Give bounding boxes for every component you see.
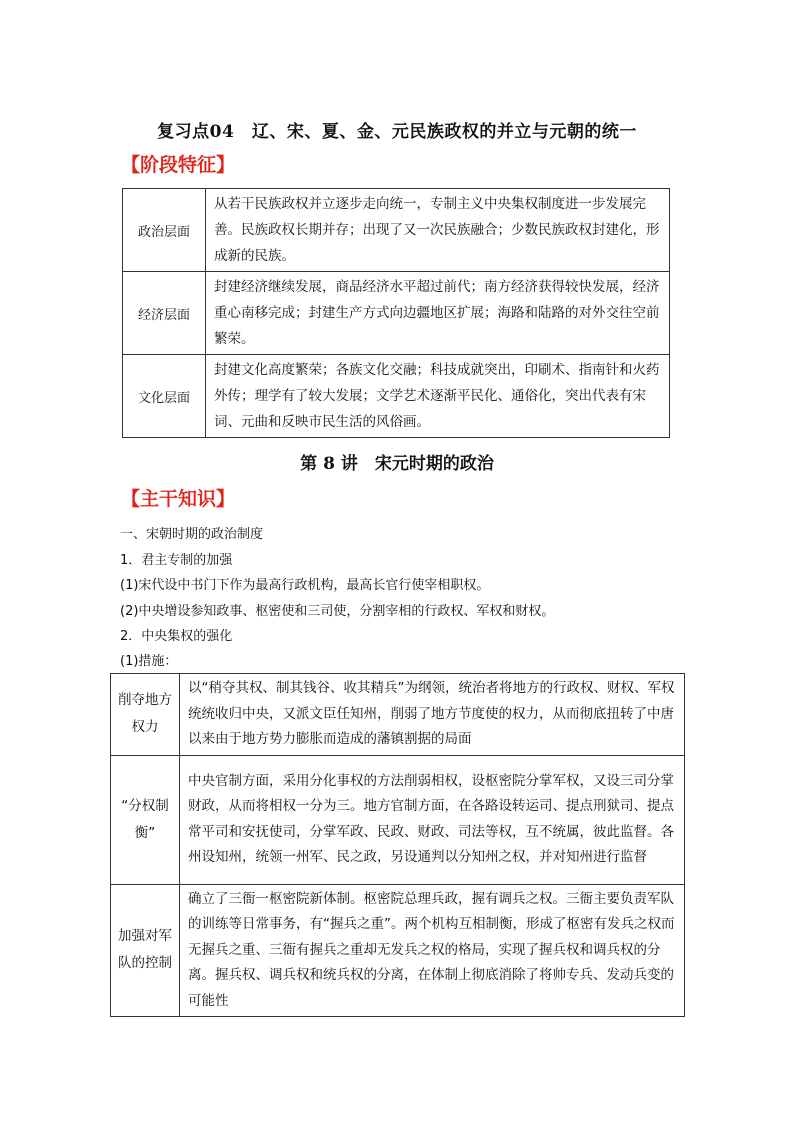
row-label-economy: 经济层面 (123, 272, 206, 355)
table-row (111, 674, 685, 756)
measures-table (110, 673, 685, 1017)
row-content-culture: 封建文化高度繁荣；各族文化交融；科技成就突出，印刷术、指南针和火药外传；理学有了较大发展；文学艺术逐渐平民化、通俗化，突出代表有宋词、元曲和反映市民生活的风俗画。 (206, 355, 670, 438)
paragraph: (1)措施： (120, 654, 178, 669)
row-content-politics: 从若干民族政权并立逐步走向统一，专制主义中央集权制度进一步发展完善。民族政权长期并存；出现了又一次民族融合；少数民族政权封建化，形成新的民族。 (206, 189, 670, 272)
table-row (111, 755, 685, 884)
row-label-local-power: 削夺地方权力 (111, 674, 180, 756)
row-content-local-power: 以“稍夺其权、制其钱谷、收其精兵”为纲领，统治者将地方的行政权、财权、军权统统收归中央，又派文臣任知州，削弱了地方节度使的权力，从而彻底扭转了中唐以来由于地方势力膨胀而造成的藩镇割据的局面 (180, 674, 685, 756)
row-label-politics: 政治层面 (123, 189, 206, 272)
paragraph: (1)宋代设中书门下作为最高行政机构，最高长官行使宰相职权。 (120, 578, 490, 593)
table-row (123, 189, 670, 272)
row-content-checks-balances: 中央官制方面，采用分化事权的方法削弱相权，设枢密院分掌军权，又设三司分掌财政，从而将相权一分为三。地方官制方面，在各路设转运司、提点刑狱司、提点常平司和安抚使司，分掌军政、民政、财政、司法等权，互不统属，彼此监督。各州设知州，统领一州军、民之政，另设通判以分知州之权，并对知州进行监督 (180, 755, 685, 884)
row-content-military-control: 确立了三衙一枢密院新体制。枢密院总理兵政，握有调兵之权。三衙主要负责军队的训练等日常事务，有“握兵之重”。两个机构互相制衡，形成了枢密有发兵之权而无握兵之重、三衙有握兵之重却无发兵之权的格局，实现了握兵权和调兵权的分离。握兵权、调兵权和统兵权的分离，在体制上彻底消除了将帅专兵、发动兵变的可能性 (180, 884, 685, 1017)
subsection-heading: 2．中央集权的强化 (120, 629, 233, 644)
row-content-economy: 封建经济继续发展，商品经济水平超过前代；南方经济获得较快发展，经济重心南移完成；封建生产方式向边疆地区扩展；海路和陆路的对外交往空前繁荣。 (206, 272, 670, 355)
table-row (123, 355, 670, 438)
row-label-checks-balances: “分权制衡” (111, 755, 180, 884)
table-row (111, 884, 685, 1017)
document-title: 复习点04 辽、宋、夏、金、元民族政权的并立与元朝的统一 (157, 122, 637, 142)
subsection-heading: 1．君主专制的加强 (120, 553, 233, 568)
stage-features-table (122, 188, 670, 438)
stage-features-heading: 【阶段特征】 (121, 154, 236, 176)
main-knowledge-heading: 【主干知识】 (121, 488, 236, 510)
paragraph: (2)中央增设参知政事、枢密使和三司使，分割宰相的行政权、军权和财权。 (120, 604, 555, 619)
section-heading: 一、宋朝时期的政治制度 (120, 527, 264, 542)
table-row (123, 272, 670, 355)
row-label-culture: 文化层面 (123, 355, 206, 438)
row-label-military-control: 加强对军队的控制 (111, 884, 180, 1017)
lecture-title: 第 8 讲 宋元时期的政治 (300, 454, 494, 474)
